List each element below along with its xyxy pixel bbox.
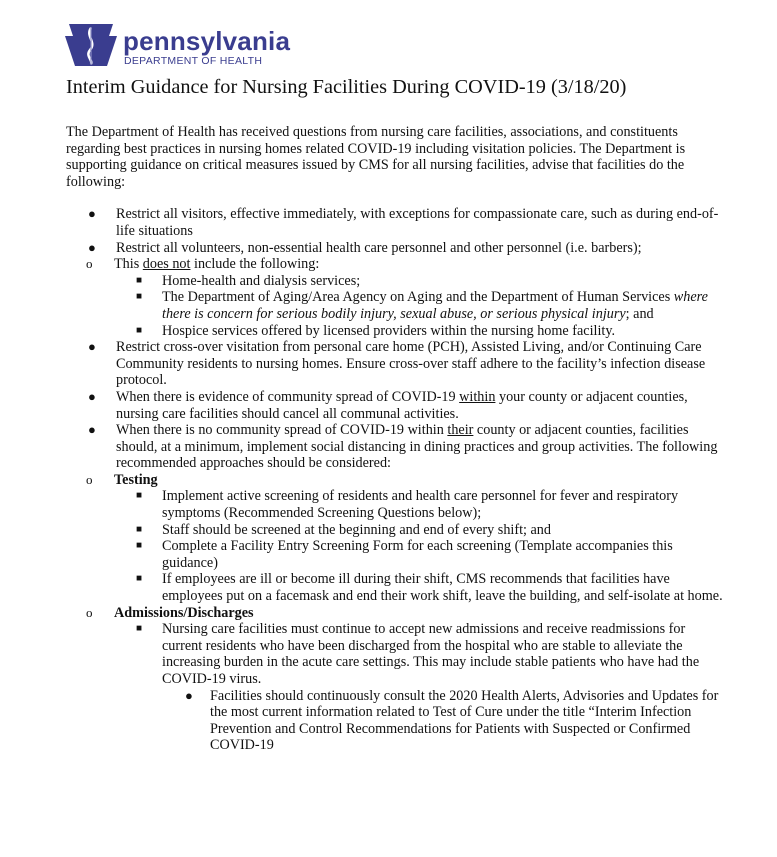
list-item: ■ Complete a Facility Entry Screening Form for each screening (Template accompanies this guidance) bbox=[136, 538, 673, 571]
list-item: ● Restrict all visitors, effective immediately, with exceptions for compassionate care, such as during end-of-life situations bbox=[88, 206, 719, 239]
page-title: Interim Guidance for Nursing Facilities During COVID-19 (3/18/20) bbox=[66, 76, 627, 98]
list-item: ■ Implement active screening of residents and health care personnel for fever and respiratory symptoms (Recommended Screening Questions below); bbox=[136, 488, 679, 522]
list-item: ■ Staff should be screened at the beginning and end of every shift; and bbox=[136, 521, 551, 538]
bullet-icon: ● bbox=[88, 206, 96, 222]
sublist bbox=[86, 256, 726, 339]
square-bullet-icon: ■ bbox=[136, 291, 143, 303]
sublist bbox=[114, 488, 726, 604]
sublist bbox=[86, 471, 726, 754]
square-bullet-icon: ■ bbox=[136, 490, 143, 502]
logo-wordmark: pennsylvania bbox=[123, 26, 291, 56]
guidance-list bbox=[66, 206, 726, 754]
sublist bbox=[162, 688, 726, 754]
circle-bullet-icon: o bbox=[86, 471, 93, 487]
square-bullet-icon: ■ bbox=[136, 274, 143, 286]
list-item bbox=[84, 472, 726, 605]
list-item: ● Restrict all volunteers, non-essential health care personnel and other personnel (i.e. barbers); o This does not include the following: ■ Home-health and dialysis services; ■ The Department of Aging/Area Agency on Aging and the Department of Human Services where there is concern for serious bodily injury, sexual abuse, or serious physical injury; and ■ Hospice services offered by licensed providers within the nursing home facility. bbox=[66, 240, 726, 340]
admissions-heading: Admissions/Discharges bbox=[114, 604, 254, 621]
list-item: ■ If employees are ill or become ill during their shift, CMS recommends that facilities have employees put on a facemask and end their work shift, leave the building, and self-isolate at home. bbox=[136, 571, 723, 605]
sublist bbox=[114, 273, 726, 339]
square-bullet-icon: ■ bbox=[136, 540, 143, 552]
square-bullet-icon: ■ bbox=[136, 324, 143, 336]
logo-subtitle: DEPARTMENT OF HEALTH bbox=[124, 55, 263, 67]
keystone-icon bbox=[63, 22, 119, 67]
circle-bullet-icon: o bbox=[86, 604, 93, 620]
square-bullet-icon: ■ bbox=[136, 573, 143, 585]
list-item: ■ Nursing care facilities must continue to accept new admissions and receive readmissions for current residents who have been discharged from the hospital who are stable to alleviate the increasing burden in the acute care settings. This may include stable patients who have had the COVID-19 virus. ● Facilities should continuously consult the 2020 Health Alerts, Advisories and Updates for the most current information related to Test of Cure under the title “Interim Infection Prevention and Control Recommendations for Patients with Suspected or Confirmed COVID-19 bbox=[114, 621, 726, 754]
bullet-icon: ● bbox=[185, 687, 193, 703]
testing-heading: Testing bbox=[114, 471, 158, 488]
list-item: ■ Hospice services offered by licensed providers within the nursing home facility. bbox=[136, 322, 616, 339]
intro-paragraph: The Department of Health has received questions from nursing care facilities, associations, and constituents regarding best practices in nursing homes related COVID-19 including visitation policies. The Department is supporting guidance on critical measures issued by CMS for all nursing facilities, advise that facilities do the following: bbox=[66, 124, 686, 190]
list-item: ■ The Department of Aging/Area Agency on Aging and the Department of Human Services where there is concern for serious bodily injury, sexual abuse, or serious physical injury; and bbox=[136, 289, 708, 322]
pa-health-logo bbox=[63, 22, 303, 67]
square-bullet-icon: ■ bbox=[136, 523, 143, 535]
bullet-icon: ● bbox=[88, 239, 96, 255]
square-bullet-icon: ■ bbox=[136, 623, 143, 635]
bullet-icon: ● bbox=[88, 388, 96, 404]
list-item: o This does not include the following: ■ Home-health and dialysis services; ■ The Department of Aging/Area Agency on Aging and the Department of Human Services where there is concern for serious bodily injury, sexual abuse, or serious physical injury; and ■ Hospice services offered by licensed providers within the nursing home facility. bbox=[84, 256, 726, 339]
list-item: ● Facilities should continuously consult the 2020 Health Alerts, Advisories and Updates for the most current information related to Test of Cure under the title “Interim Infection Prevention and Control Recommendations for Patients with Suspected or Confirmed COVID-19 bbox=[185, 687, 719, 754]
document-body bbox=[66, 124, 726, 754]
sublist bbox=[114, 621, 726, 754]
bullet-icon: ● bbox=[88, 339, 96, 355]
circle-bullet-icon: o bbox=[86, 256, 93, 272]
list-item: ● When there is no community spread of COVID-19 within their county or adjacent counties, facilities should, at a minimum, implement social distancing in dining practices and group activities. The following recommended approaches should be considered: o Testing ■ Implement active screening of residents and health care personnel for fever and respiratory symptoms (Recommended Screening Questions below); ■ Staff should be screened at the beginning and end of every shift; and ■ Complete a Facility Entry Screening Form for each screening (Template accompanies this guidance) ■ If employees are ill or become ill during their shift, CMS recommends that facilities have employees put on a facemask and end their work shift, leave the building, and self-isolate at home. o Admissions/Discharges ■ Nursing care facilities must continue to accept new admissions and receive readmissions for current residents who have been discharged from the hospital who are stable to alleviate the increasing burden in the acute care settings. This may include stable patients who have had the COVID-19 virus. ● Facilities should continuously consult the 2020 Health Alerts, Advisories and Updates for the most current information related to Test of Cure under the title “Interim Infection Prevention and Control Recommendations for Patients with Suspected or Confirmed COVID-19 bbox=[66, 422, 726, 754]
list-item: ● When there is evidence of community spread of COVID-19 within your county or adjacent counties, nursing care facilities should cancel all communal activities. bbox=[88, 388, 688, 422]
list-item: ■ Home-health and dialysis services; bbox=[136, 272, 361, 289]
list-item bbox=[84, 605, 726, 754]
bullet-icon: ● bbox=[88, 422, 96, 438]
list-item: ● Restrict cross-over visitation from personal care home (PCH), Assisted Living, and/or Continuing Care Community residents to nursing homes. Ensure cross-over staff adhere to the facility’s infection disease protocol. bbox=[88, 339, 706, 389]
